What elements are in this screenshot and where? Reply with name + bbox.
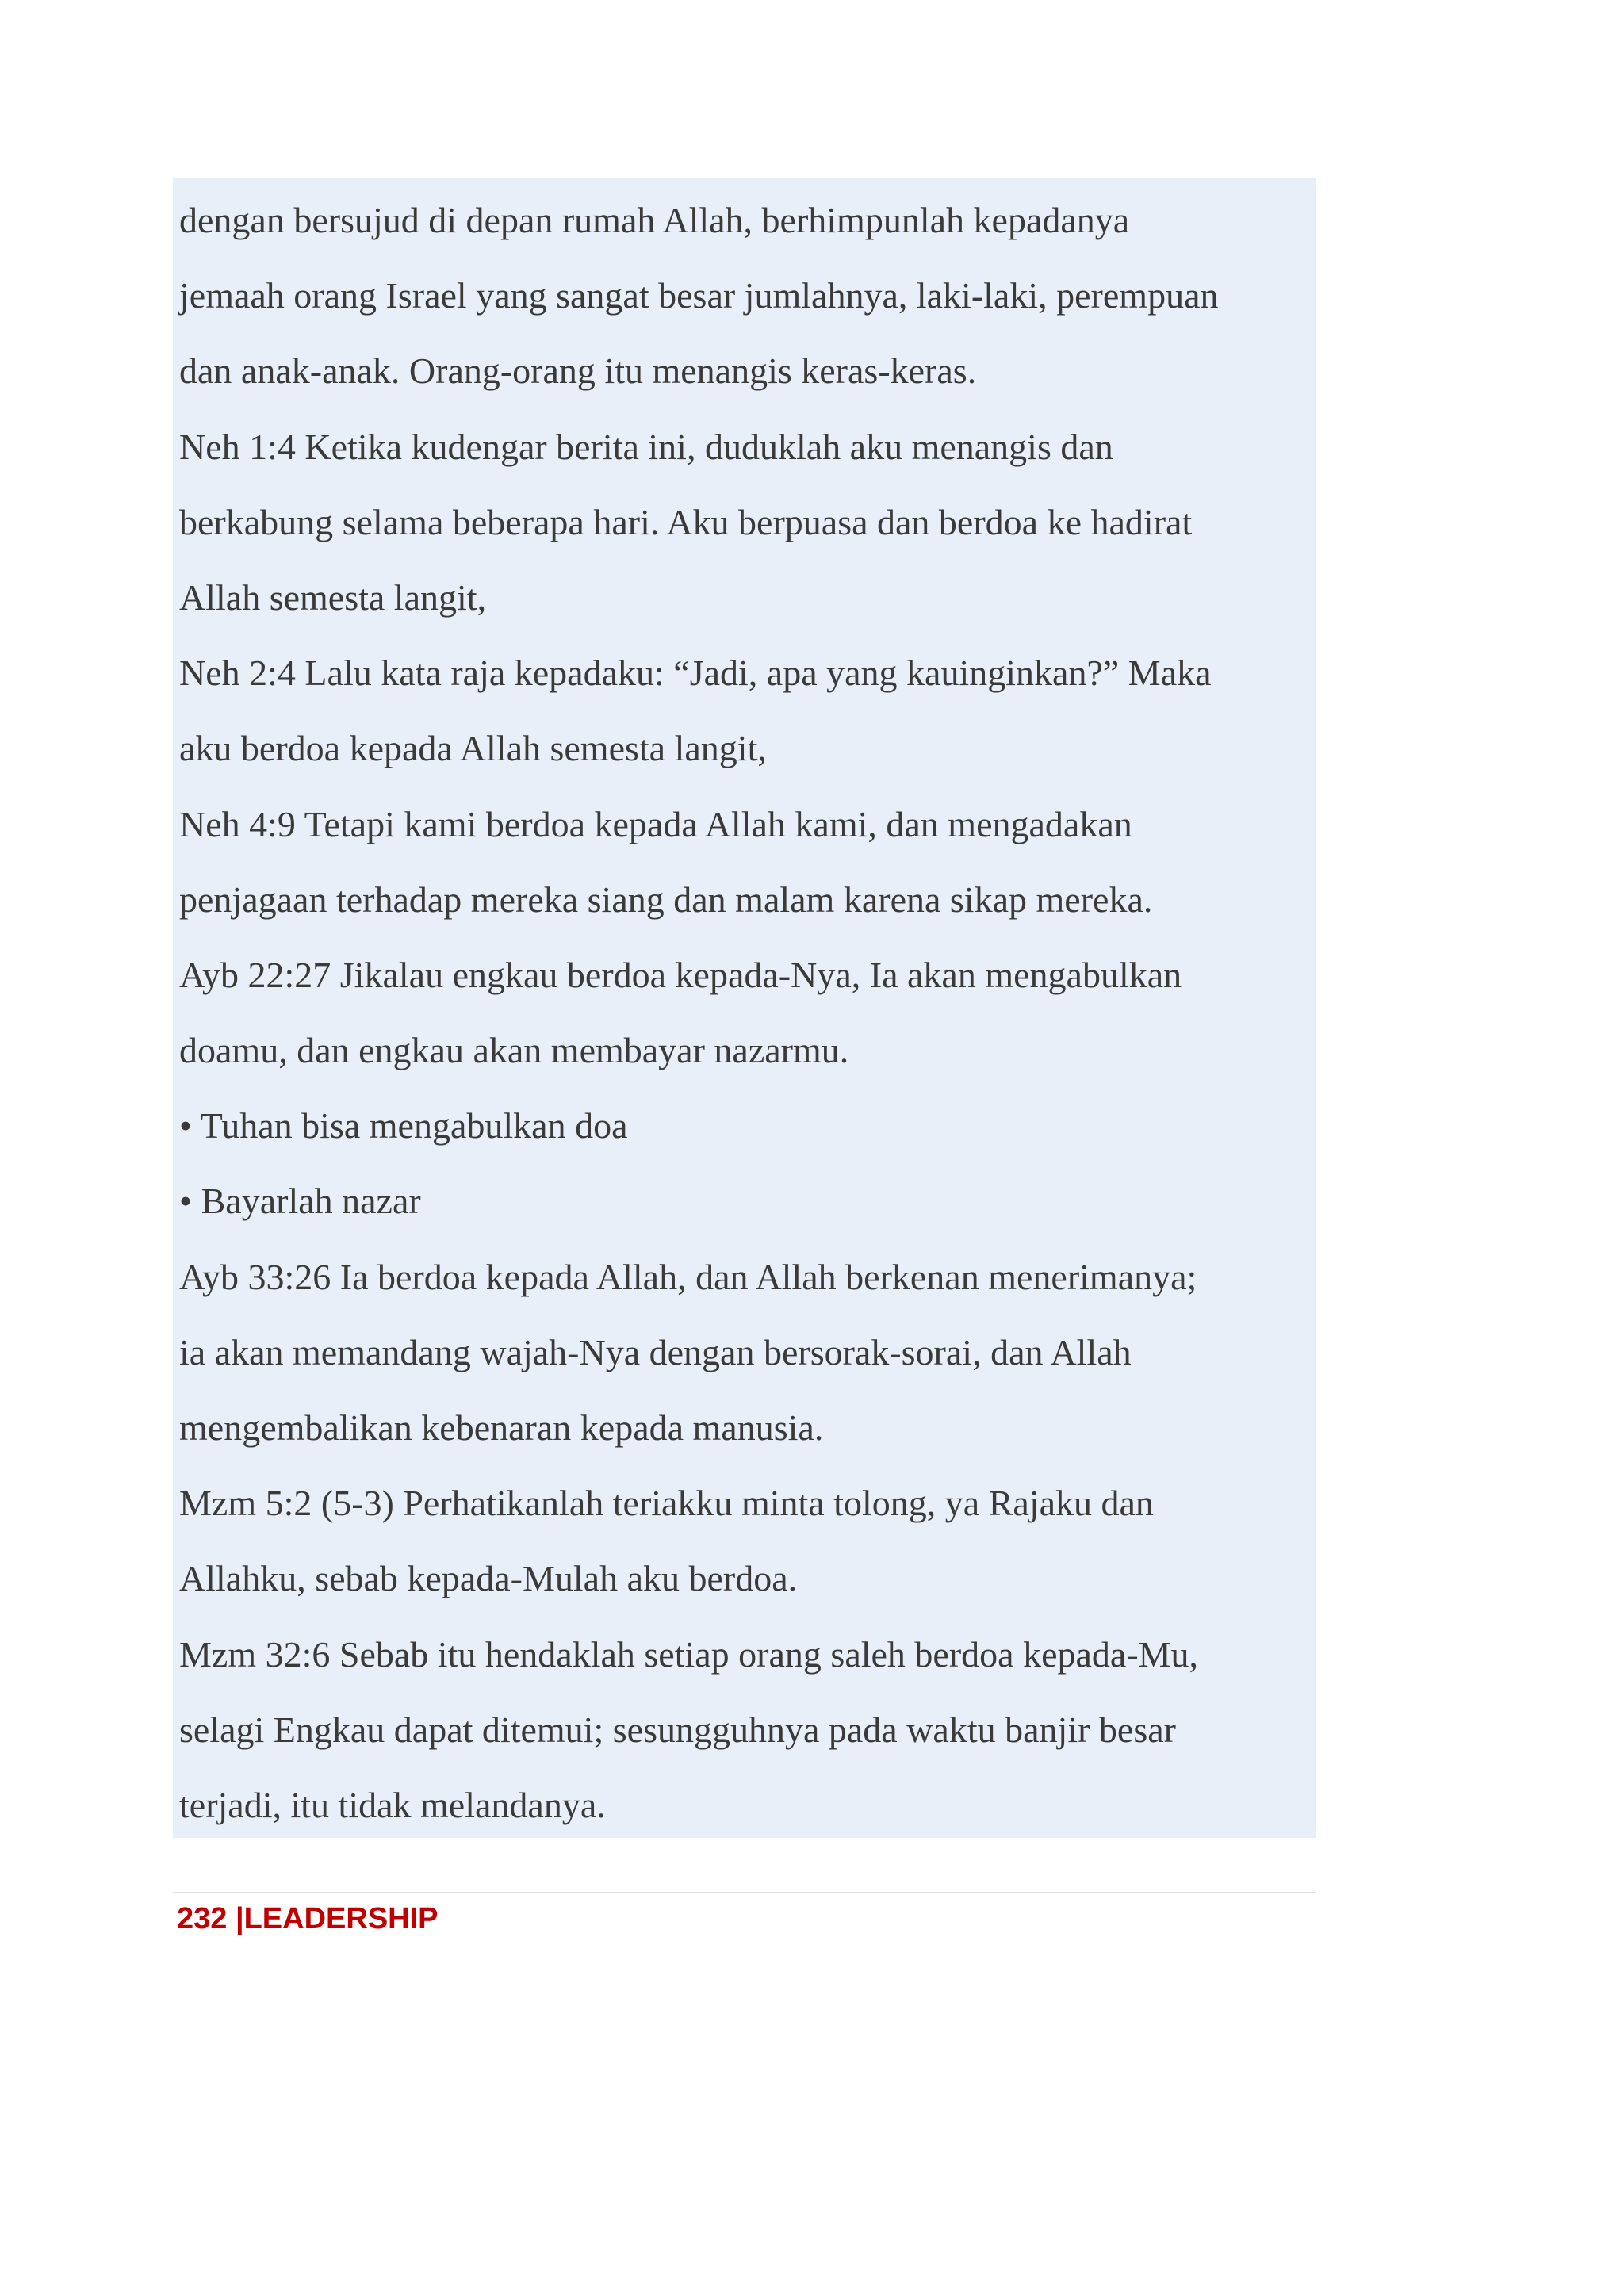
bullet-item: • Bayarlah nazar [179, 1181, 421, 1222]
text-line: doamu, dan engkau akan membayar nazarmu. [179, 1030, 849, 1071]
text-line: Allah semesta langit, [179, 576, 487, 618]
text-line: Mzm 32:6 Sebab itu hendaklah setiap orang saleh berdoa kepada-Mu, [179, 1633, 1199, 1675]
text-line: aku berdoa kepada Allah semesta langit, [179, 728, 767, 769]
text-line: Ayb 33:26 Ia berdoa kepada Allah, dan Allah berkenan menerimanya; [179, 1256, 1197, 1297]
text-line: Allahku, sebab kepada-Mulah aku berdoa. [179, 1558, 798, 1599]
text-line: jemaah orang Israel yang sangat besar jumlahnya, laki-laki, perempuan [179, 275, 1219, 316]
footer-divider [173, 1892, 1316, 1893]
text-line: selagi Engkau dapat ditemui; sesungguhnya pada waktu banjir besar [179, 1709, 1176, 1750]
text-line: Ayb 22:27 Jikalau engkau berdoa kepada-Nya, Ia akan mengabulkan [179, 954, 1182, 995]
text-line: Neh 1:4 Ketika kudengar berita ini, duduklah aku menangis dan [179, 426, 1113, 467]
text-line: terjadi, itu tidak melandanya. [179, 1784, 606, 1825]
text-line: mengembalikan kebenaran kepada manusia. [179, 1407, 824, 1448]
page-footer-label: 232 |LEADERSHIP [177, 1902, 439, 1935]
text-line: dengan bersujud di depan rumah Allah, berhimpunlah kepadanya [179, 200, 1130, 240]
text-line: Neh 4:9 Tetapi kami berdoa kepada Allah kami, dan mengadakan [179, 803, 1132, 844]
text-line: Neh 2:4 Lalu kata raja kepadaku: “Jadi, apa yang kauinginkan?” Maka [179, 653, 1212, 694]
scripture-text-block [173, 178, 1316, 1838]
text-line: penjagaan terhadap mereka siang dan malam karena sikap mereka. [179, 879, 1153, 920]
bullet-item: • Tuhan bisa mengabulkan doa [179, 1105, 628, 1146]
text-line: ia akan memandang wajah-Nya dengan bersorak-sorai, dan Allah [179, 1331, 1132, 1372]
text-line: Mzm 5:2 (5-3) Perhatikanlah teriakku minta tolong, ya Rajaku dan [179, 1483, 1154, 1524]
text-line: berkabung selama beberapa hari. Aku berpuasa dan berdoa ke hadirat [179, 501, 1193, 542]
text-line: dan anak-anak. Orang-orang itu menangis keras-keras. [179, 350, 977, 392]
